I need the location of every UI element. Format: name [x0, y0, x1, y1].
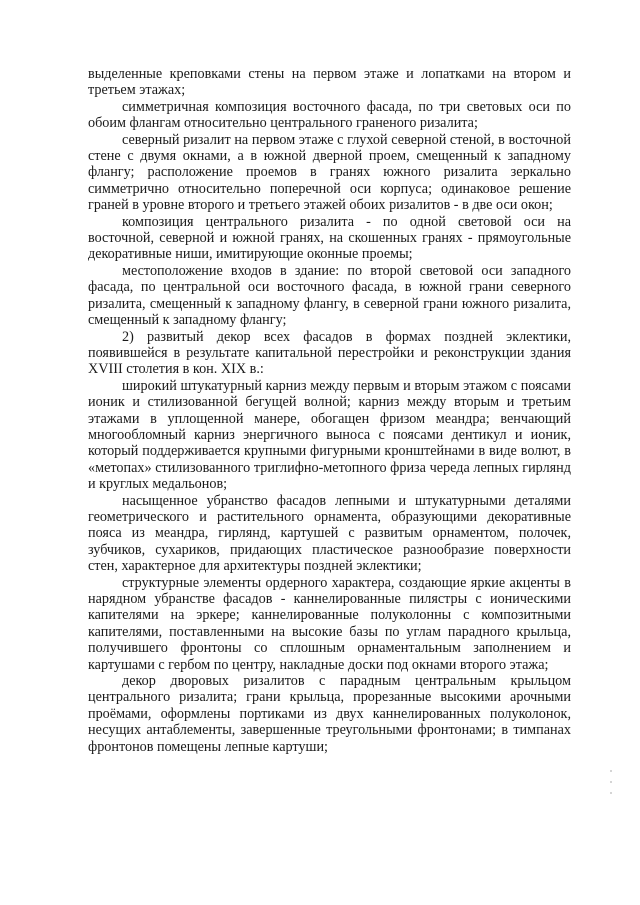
- document-body: [88, 66, 571, 755]
- scan-dot: [610, 792, 612, 794]
- paragraph-courtyard-risalits: декор дворовых ризалитов с парадным центральным крыльцом центрального ризалита; грани крыльца, прорезанные высокими арочными проёмами, оформлены портиками из двух каннелированных полуколонок, несущих антаблементы, завершенные треугольными фронтонами; в тимпанах фронтонов помещены лепные картуши;: [88, 673, 571, 755]
- paragraph-north-risalit: северный ризалит на первом этаже с глухой северной стеной, в восточной стене с двумя окнами, а в южной дверной проем, смещенный к западному флангу; расположение проемов в гранях южного ризалита зеркально симметрично относительно поперечной оси корпуса; одинаковое решение граней в уровне второго и третьего этажей обоих ризалитов - в две оси окон;: [88, 131, 571, 214]
- paragraph-stucco-decoration: насыщенное убранство фасадов лепными и штукатурными деталями геометрического и растительного орнамента, образующими декоративные пояса из меандра, гирлянд, картушей с развитым орнаментом, полочек, зубчиков, сухариков, придающих пластическое разнообразие поверхности стен, характерное для архитектуры поздней эклектики;: [88, 492, 571, 575]
- scan-margin-marks: [604, 770, 618, 810]
- paragraph-east-facade-composition: симметричная композиция восточного фасада, по три световых оси по обоим флангам относительно центрального граненого ризалита;: [88, 98, 571, 132]
- paragraph-decor-heading: 2) развитый декор всех фасадов в формах поздней эклектики, появившейся в результате капитальной перестройки и реконструкции здания XVIII столетия в кон. XIX в.:: [88, 328, 571, 378]
- paragraph-entrances: местоположение входов в здание: по второй световой оси западного фасада, по центральной оси восточного фасада, в южной грани северного ризалита, смещенный к западному флангу, в северной грани южного ризалита, смещенный к западному флангу;: [88, 262, 571, 329]
- scan-dot: [610, 781, 612, 783]
- paragraph-order-elements: структурные элементы ордерного характера, создающие яркие акценты в нарядном убранстве фасадов - каннелированные пилястры с ионическими капителями на эркере; каннелированные полуколонны с композитными капителями, поставленными на высокие базы по углам парадного крыльца, получившего фронтоны со сплошным орнаментальным заполнением и картушами с гербом по центру, накладные доски под окнами второго этажа;: [88, 574, 571, 673]
- paragraph-cornices: широкий штукатурный карниз между первым и вторым этажом с поясами ионик и стилизованной бегущей волной; карниз между вторым и третьим этажами в уплощенной манере, обогащен фризом меандра; венчающий многообломный карниз энергичного выноса с поясами дентикул и ионик, который поддерживается крупными фигурными кронштейнами в виде волют, в «метопах» стилизованного триглифно-метопного фриза череда лепных гирлянд и круглых медальонов;: [88, 377, 571, 493]
- scan-dot: [610, 770, 612, 772]
- paragraph-continuation: выделенные креповками стены на первом этаже и лопатками на втором и третьем этажах;: [88, 66, 571, 99]
- paragraph-central-risalit: композиция центрального ризалита - по одной световой оси на восточной, северной и южной гранях, на скошенных гранях - прямоугольные декоративные ниши, имитирующие оконные проемы;: [88, 213, 571, 263]
